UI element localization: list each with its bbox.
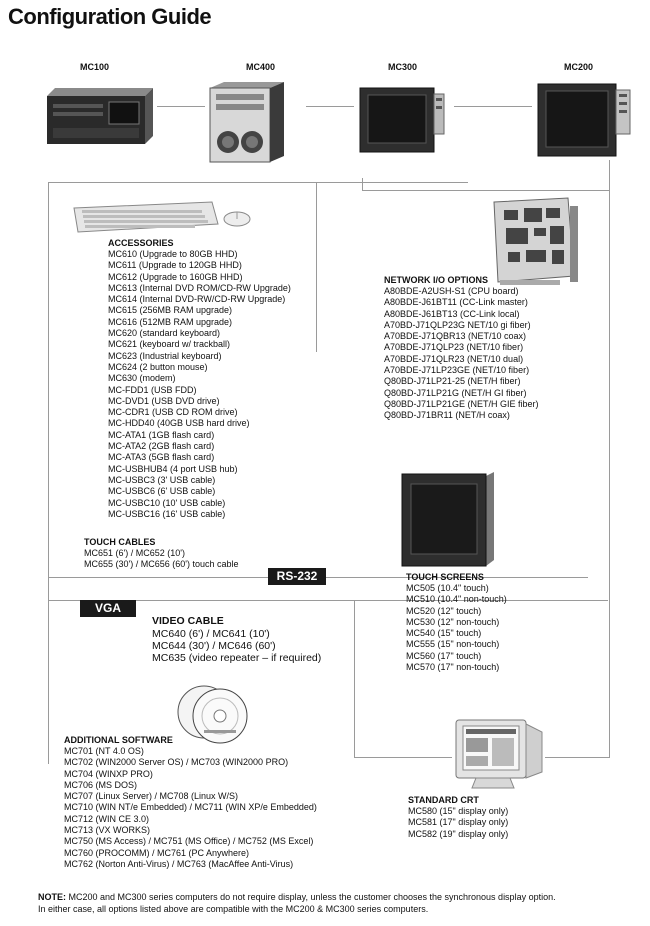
list-item: MC651 (6') / MC652 (10') — [84, 548, 185, 558]
list-item: MC762 (Norton Anti-Virus) / MC763 (MacAffee Anti-Virus) — [64, 858, 294, 869]
list-item: MC760 (PROCOMM) / MC761 (PC Anywhere) — [64, 847, 250, 858]
list-item: MC621 (keyboard w/ trackball) — [108, 339, 231, 350]
software-header: ADDITIONAL SOFTWARE — [64, 735, 173, 745]
list-item: MC-FDD1 (USB FDD) — [108, 384, 197, 395]
list-item: A80BDE-A2USH-S1 (CPU board) — [384, 286, 519, 296]
bus-line-vertical-left — [48, 182, 49, 764]
list-item: MC-USBHUB4 (4 port USB hub) — [108, 463, 238, 474]
list-item: MC655 (30') / MC656 (60') touch cable — [84, 559, 239, 570]
list-item: MC-ATA2 (2GB flash card) — [108, 441, 215, 452]
panel-computer-icon — [536, 82, 632, 160]
list-item: MC505 (10.4" touch) — [406, 583, 489, 593]
list-item: MC581 (17" display only) — [408, 817, 509, 828]
list-item: MC555 (15" non-touch) — [406, 639, 500, 650]
list-item: MC570 (17" non-touch) — [406, 662, 500, 673]
list-item: MC701 (NT 4.0 OS) — [64, 746, 144, 756]
list-item: MC582 (19" display only) — [408, 828, 509, 839]
note-line-2: In either case, all options listed above are compatible with the MC200 & MC300 series computers. — [38, 903, 429, 914]
list-item: MC614 (Internal DVD-RW/CD-RW Upgrade) — [108, 294, 286, 305]
list-item: MC615 (256MB RAM upgrade) — [108, 305, 233, 316]
list-item: A70BDE-J71LP23GE (NET/10 fiber) — [384, 365, 530, 376]
video-cable-list — [152, 628, 321, 665]
vga-label: VGA — [80, 600, 136, 617]
list-item: A70BDE-J71QBR13 (NET/10 coax) — [384, 331, 527, 342]
list-item: A80BDE-J61BT13 (CC-Link local) — [384, 308, 520, 319]
touch-cables-list — [84, 548, 239, 571]
list-item: MC616 (512MB RAM upgrade) — [108, 316, 233, 327]
rack-computer-icon — [45, 86, 155, 148]
list-item: MC623 (Industrial keyboard) — [108, 350, 222, 361]
bus-line-right-stub — [362, 178, 363, 190]
list-item: Q80BD-J71LP21G (NET/H GI fiber) — [384, 387, 527, 398]
list-item: MC640 (6') / MC641 (10') — [152, 628, 270, 640]
list-item: MC610 (Upgrade to 80GB HHD) — [108, 249, 238, 259]
list-item: MC510 (10.4" non-touch) — [406, 594, 507, 605]
connector-line — [454, 106, 532, 107]
list-item: Q80BD-J71LP21-25 (NET/H fiber) — [384, 376, 521, 387]
crt-drop-line — [354, 600, 355, 758]
list-item: A80BDE-J61BT11 (CC-Link master) — [384, 297, 528, 308]
cd-disc-icon — [172, 684, 252, 746]
touch-cables-header: TOUCH CABLES — [84, 537, 156, 547]
footnote — [38, 892, 638, 915]
note-line-1: MC200 and MC300 series computers do not require display, unless the customer chooses the synchronous display option. — [66, 892, 556, 902]
list-item: MC644 (30') / MC646 (60') — [152, 640, 276, 653]
page-title: Configuration Guide — [8, 4, 212, 29]
list-item: A70BDE-J71QLP23 (NET/10 fiber) — [384, 342, 524, 353]
list-item: MC-ATA1 (1GB flash card) — [108, 429, 215, 440]
list-item: MC624 (2 button mouse) — [108, 361, 208, 372]
list-item: MC540 (15" touch) — [406, 628, 482, 639]
list-item: MC613 (Internal DVD ROM/CD-RW Upgrade) — [108, 282, 291, 293]
mouse-icon — [222, 210, 252, 228]
touch-monitor-icon — [400, 470, 496, 570]
model-label-mc300: MC300 — [388, 62, 418, 72]
network-list — [384, 286, 539, 422]
crt-header: STANDARD CRT — [408, 795, 479, 805]
list-item: MC710 (WIN NT/e Embedded) / MC711 (WIN XP/e Embedded) — [64, 802, 317, 813]
list-item: MC-DVD1 (USB DVD drive) — [108, 395, 220, 406]
list-item: MC-USBC3 (3' USB cable) — [108, 474, 216, 485]
bus-line-accessory — [316, 182, 317, 352]
rs232-label: RS-232 — [268, 568, 326, 585]
list-item: MC530 (12" non-touch) — [406, 616, 500, 627]
list-item: MC-CDR1 (USB CD ROM drive) — [108, 407, 238, 418]
crt-monitor-icon — [452, 718, 546, 796]
panel-computer-icon — [358, 86, 446, 156]
list-item: MC750 (MS Access) / MC751 (MS Office) / MC752 (MS Excel) — [64, 836, 314, 847]
touch-screens-list — [406, 583, 507, 673]
list-item: MC704 (WINXP PRO) — [64, 768, 153, 779]
model-label-mc200: MC200 — [564, 62, 594, 72]
list-item: MC-USBC10 (10' USB cable) — [108, 497, 226, 508]
list-item: MC560 (17" touch) — [406, 650, 482, 661]
list-item: MC702 (WIN2000 Server OS) / MC703 (WIN2000 PRO) — [64, 757, 289, 768]
list-item: MC520 (12" touch) — [406, 605, 482, 616]
bus-line-left — [48, 182, 468, 183]
list-item: A70BDE-J71QLR23 (NET/10 dual) — [384, 353, 524, 364]
software-list — [64, 746, 317, 870]
touch-screens-header: TOUCH SCREENS — [406, 572, 484, 582]
list-item: MC-ATA3 (5GB flash card) — [108, 452, 215, 463]
bus-line-vertical-right — [609, 160, 610, 758]
model-label-mc400: MC400 — [246, 62, 276, 72]
list-item: MC580 (15" display only) — [408, 806, 509, 816]
list-item: MC611 (Upgrade to 120GB HHD) — [108, 260, 242, 271]
bus-line-right — [362, 190, 610, 191]
list-item: MC-USBC6 (6' USB cable) — [108, 486, 216, 497]
list-item: Q80BD-J71LP21GE (NET/H GIE fiber) — [384, 398, 539, 409]
list-item: MC712 (WIN CE 3.0) — [64, 813, 150, 824]
list-item: A70BD-J71QLP23G NET/10 gi fiber) — [384, 319, 531, 330]
list-item: MC612 (Upgrade to 160GB HHD) — [108, 271, 243, 282]
tower-computer-icon — [208, 80, 288, 164]
connector-line — [306, 106, 354, 107]
list-item: MC-USBC16 (16' USB cable) — [108, 508, 226, 519]
list-item: MC620 (standard keyboard) — [108, 328, 221, 339]
model-label-mc100: MC100 — [80, 62, 110, 72]
list-item: MC-HDD40 (40GB USB hard drive) — [108, 418, 250, 429]
crt-line — [354, 757, 452, 758]
list-item: MC630 (modem) — [108, 373, 176, 384]
connector-line — [157, 106, 205, 107]
list-item: MC706 (MS DOS) — [64, 779, 138, 790]
video-cable-header: VIDEO CABLE — [152, 615, 224, 627]
crt-list — [408, 806, 508, 840]
list-item: Q80BD-J71BR11 (NET/H coax) — [384, 410, 510, 421]
accessories-list — [108, 249, 291, 520]
accessories-header: ACCESSORIES — [108, 238, 174, 248]
note-label: NOTE: — [38, 892, 66, 902]
list-item: MC713 (VX WORKS) — [64, 825, 151, 836]
list-item: MC635 (video repeater – if required) — [152, 652, 322, 665]
network-card-icon — [490, 196, 582, 288]
crt-line-right — [545, 757, 609, 758]
network-header: NETWORK I/O OPTIONS — [384, 275, 489, 285]
list-item: MC707 (Linux Server) / MC708 (Linux W/S) — [64, 791, 239, 802]
